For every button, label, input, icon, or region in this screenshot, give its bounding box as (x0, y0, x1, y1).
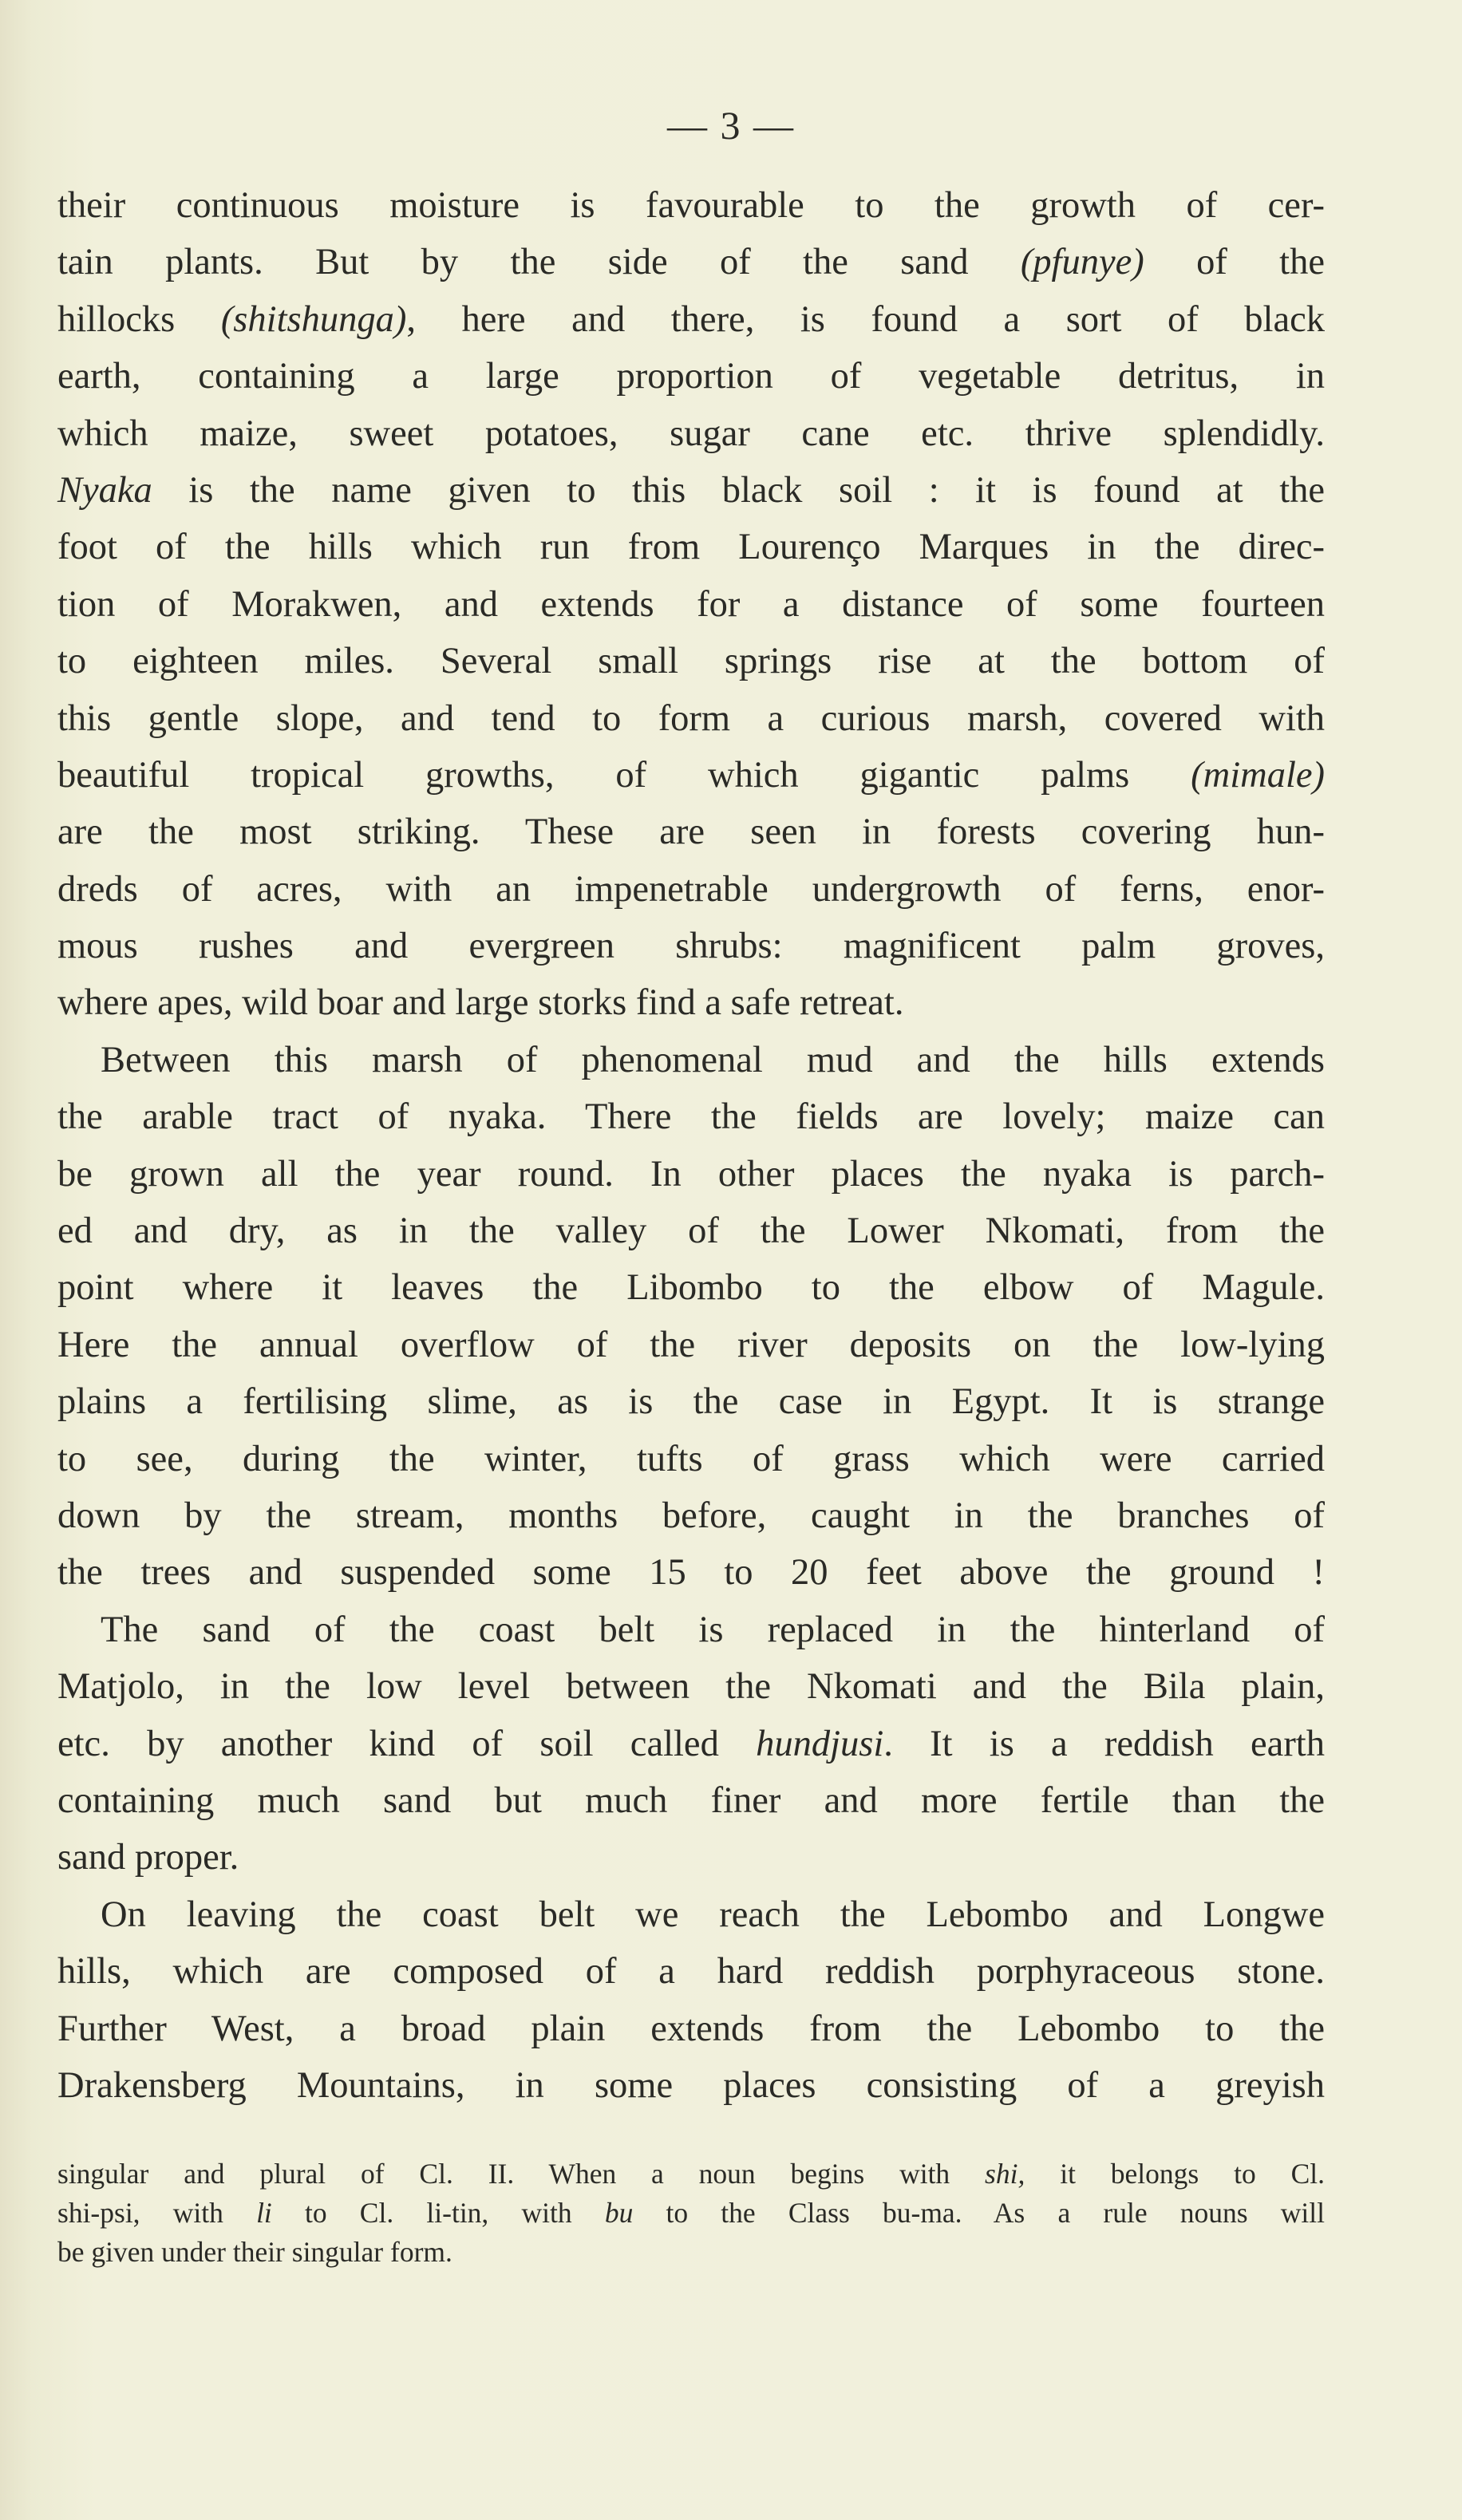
text-line: Matjolo, in the low level between the Nkomati and the Bila plain, (57, 1666, 1325, 1708)
text-line: containing much sand but much finer and more fertile than the (57, 1779, 1325, 1821)
text-line: etc. by another kind of soil called hundjusi. It is a reddish earth (57, 1723, 1325, 1764)
text-line: the arable tract of nyaka. There the fields are lovely; maize can (57, 1096, 1325, 1138)
footnote (57, 2155, 1325, 2272)
text-line: Further West, a broad plain extends from the Lebombo to the (57, 2008, 1325, 2049)
text-line: ed and dry, as in the valley of the Lower Nkomati, from the (57, 1211, 1325, 1252)
text-line: to eighteen miles. Several small springs rise at the bottom of (57, 641, 1325, 682)
text-line: The sand of the coast belt is replaced in the hinterland of (101, 1609, 1325, 1650)
text-line: mous rushes and evergreen shrubs: magnificent palm groves, (57, 926, 1325, 967)
text-line: tion of Morakwen, and extends for a distance of some fourteen (57, 583, 1325, 625)
text-line: to see, during the winter, tufts of grass which were carried (57, 1438, 1325, 1479)
text-line: point where it leaves the Libombo to the elbow of Magule. (57, 1267, 1325, 1309)
text-line: Drakensberg Mountains, in some places consisting of a greyish (57, 2064, 1325, 2106)
text-line: dreds of acres, with an impenetrable undergrowth of ferns, enor- (57, 868, 1325, 910)
text-line: which maize, sweet potatoes, sugar cane etc. thrive splendidly. (57, 413, 1325, 454)
text-line: foot of the hills which run from Lourenço Marques in the direc- (57, 527, 1325, 568)
text-line: Here the annual overflow of the river deposits on the low-lying (57, 1324, 1325, 1365)
text-line: the trees and suspended some 15 to 20 feet above the ground ! (57, 1552, 1325, 1594)
text-line: beautiful tropical growths, of which gigantic palms (mimale) (57, 754, 1325, 796)
text-line: Nyaka is the name given to this black soil : it is found at the (57, 469, 1325, 511)
footnote-line: shi-psi, with li to Cl. li-tin, with bu to the Class bu-ma. As a rule nouns will (57, 2197, 1326, 2229)
text-line: earth, containing a large proportion of vegetable detritus, in (57, 356, 1325, 397)
text-line: their continuous moisture is favourable to the growth of cer- (57, 185, 1325, 226)
text-line: sand proper. (57, 1837, 239, 1878)
body-text (57, 177, 1325, 2114)
text-line: this gentle slope, and tend to form a curious marsh, covered with (57, 697, 1325, 739)
text-line: hills, which are composed of a hard reddish porphyraceous stone. (57, 1951, 1325, 1993)
text-line: where apes, wild boar and large storks find a safe retreat. (57, 982, 904, 1024)
text-line: down by the stream, months before, caught in the branches of (57, 1495, 1325, 1536)
text-line: are the most striking. These are seen in forests covering hun- (57, 812, 1325, 853)
text-line: tain plants. But by the side of the sand (pfunye) of the (57, 242, 1325, 283)
text-line: be grown all the year round. In other places the nyaka is parch- (57, 1153, 1325, 1195)
footnote-line: singular and plural of Cl. II. When a noun begins with shi, it belongs to Cl. (57, 2158, 1325, 2190)
text-line: On leaving the coast belt we reach the Lebombo and Longwe (101, 1894, 1325, 1935)
text-line: hillocks (shitshunga), here and there, is found a sort of black (57, 298, 1326, 340)
page-number: — 3 — (667, 103, 795, 148)
footnote-line: be given under their singular form. (57, 2236, 452, 2268)
text-line: Between this marsh of phenomenal mud and the hills extends (101, 1039, 1325, 1080)
text-line: plains a fertilising slime, as is the case in Egypt. It is strange (57, 1381, 1325, 1423)
